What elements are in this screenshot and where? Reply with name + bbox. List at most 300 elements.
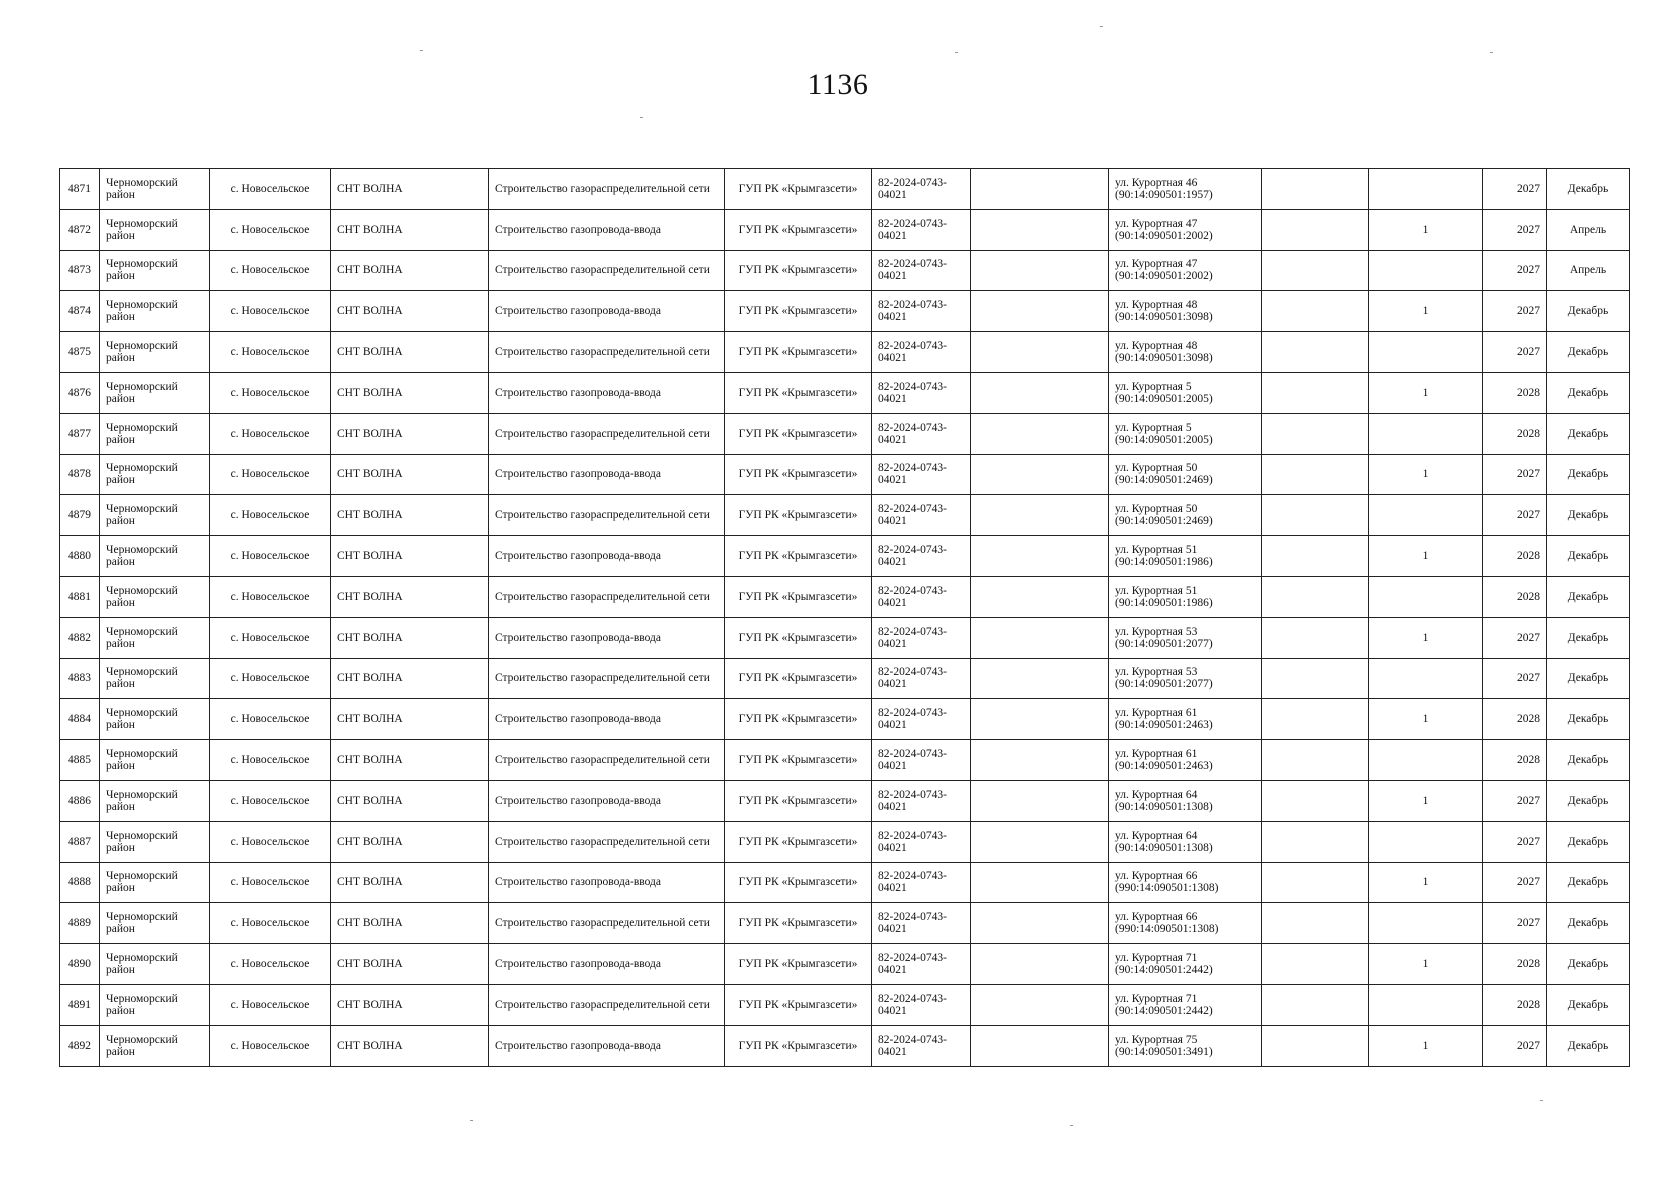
empty-cell [971,944,1109,985]
month-cell: Декабрь [1547,862,1630,903]
organization-cell: ГУП РК «Крымгазсети» [725,862,872,903]
organization-cell: ГУП РК «Крымгазсети» [725,1025,872,1066]
month-cell: Декабрь [1547,944,1630,985]
year-cell: 2027 [1483,169,1547,210]
year-cell: 2028 [1483,699,1547,740]
empty-cell [971,495,1109,536]
quantity-cell: 1 [1369,454,1483,495]
month-cell: Декабрь [1547,291,1630,332]
snt-cell: СНТ ВОЛНА [331,209,489,250]
work-type-cell: Строительство газопровода-ввода [489,536,725,577]
snt-cell: СНТ ВОЛНА [331,332,489,373]
request-code-cell: 82-2024-0743-04021 [872,903,971,944]
scan-speck [640,117,643,118]
quantity-cell: 1 [1369,862,1483,903]
quantity-cell: 1 [1369,1025,1483,1066]
year-cell: 2028 [1483,984,1547,1025]
table-row [60,984,1630,1025]
month-cell: Декабрь [1547,780,1630,821]
year-cell: 2027 [1483,332,1547,373]
quantity-cell [1369,821,1483,862]
work-type-cell: Строительство газораспределительной сети [489,984,725,1025]
snt-cell: СНТ ВОЛНА [331,984,489,1025]
snt-cell: СНТ ВОЛНА [331,372,489,413]
snt-cell: СНТ ВОЛНА [331,699,489,740]
organization-cell: ГУП РК «Крымгазсети» [725,944,872,985]
empty-cell [971,536,1109,577]
row-number: 4887 [60,821,100,862]
work-type-cell: Строительство газопровода-ввода [489,862,725,903]
organization-cell: ГУП РК «Крымгазсети» [725,536,872,577]
district-cell: Черноморский район [100,1025,210,1066]
row-number: 4872 [60,209,100,250]
row-number: 4886 [60,780,100,821]
work-type-cell: Строительство газораспределительной сети [489,332,725,373]
snt-cell: СНТ ВОЛНА [331,1025,489,1066]
empty-cell [1262,821,1369,862]
district-cell: Черноморский район [100,576,210,617]
snt-cell: СНТ ВОЛНА [331,169,489,210]
row-number: 4891 [60,984,100,1025]
address-cell: ул. Курортная 46 (90:14:090501:1957) [1109,169,1262,210]
snt-cell: СНТ ВОЛНА [331,291,489,332]
settlement-cell: с. Новосельское [210,209,331,250]
settlement-cell: с. Новосельское [210,454,331,495]
empty-cell [971,332,1109,373]
district-cell: Черноморский район [100,169,210,210]
district-cell: Черноморский район [100,903,210,944]
settlement-cell: с. Новосельское [210,740,331,781]
table-row [60,1025,1630,1066]
district-cell: Черноморский район [100,821,210,862]
work-type-cell: Строительство газораспределительной сети [489,740,725,781]
settlement-cell: с. Новосельское [210,413,331,454]
organization-cell: ГУП РК «Крымгазсети» [725,372,872,413]
address-cell: ул. Курортная 47 (90:14:090501:2002) [1109,209,1262,250]
year-cell: 2027 [1483,250,1547,291]
work-type-cell: Строительство газопровода-ввода [489,699,725,740]
address-cell: ул. Курортная 61 (90:14:090501:2463) [1109,699,1262,740]
month-cell: Апрель [1547,209,1630,250]
empty-cell [971,862,1109,903]
scan-speck [420,50,423,51]
empty-cell [971,454,1109,495]
work-type-cell: Строительство газопровода-ввода [489,209,725,250]
year-cell: 2028 [1483,536,1547,577]
district-cell: Черноморский район [100,780,210,821]
settlement-cell: с. Новосельское [210,780,331,821]
snt-cell: СНТ ВОЛНА [331,454,489,495]
year-cell: 2027 [1483,209,1547,250]
snt-cell: СНТ ВОЛНА [331,862,489,903]
table-row [60,332,1630,373]
address-cell: ул. Курортная 51 (90:14:090501:1986) [1109,576,1262,617]
district-cell: Черноморский район [100,454,210,495]
request-code-cell: 82-2024-0743-04021 [872,250,971,291]
row-number: 4876 [60,372,100,413]
row-number: 4877 [60,413,100,454]
quantity-cell [1369,250,1483,291]
empty-cell [1262,699,1369,740]
row-number: 4884 [60,699,100,740]
empty-cell [971,617,1109,658]
table-row [60,903,1630,944]
snt-cell: СНТ ВОЛНА [331,944,489,985]
settlement-cell: с. Новосельское [210,495,331,536]
organization-cell: ГУП РК «Крымгазсети» [725,169,872,210]
quantity-cell: 1 [1369,944,1483,985]
empty-cell [1262,576,1369,617]
scan-speck [1070,1125,1073,1126]
request-code-cell: 82-2024-0743-04021 [872,780,971,821]
address-cell: ул. Курортная 64 (90:14:090501:1308) [1109,821,1262,862]
organization-cell: ГУП РК «Крымгазсети» [725,495,872,536]
quantity-cell [1369,740,1483,781]
month-cell: Декабрь [1547,699,1630,740]
empty-cell [1262,903,1369,944]
year-cell: 2028 [1483,740,1547,781]
organization-cell: ГУП РК «Крымгазсети» [725,576,872,617]
organization-cell: ГУП РК «Крымгазсети» [725,454,872,495]
snt-cell: СНТ ВОЛНА [331,821,489,862]
organization-cell: ГУП РК «Крымгазсети» [725,250,872,291]
snt-cell: СНТ ВОЛНА [331,250,489,291]
organization-cell: ГУП РК «Крымгазсети» [725,903,872,944]
quantity-cell [1369,658,1483,699]
settlement-cell: с. Новосельское [210,1025,331,1066]
address-cell: ул. Курортная 71 (90:14:090501:2442) [1109,944,1262,985]
quantity-cell [1369,332,1483,373]
settlement-cell: с. Новосельское [210,372,331,413]
request-code-cell: 82-2024-0743-04021 [872,332,971,373]
work-type-cell: Строительство газопровода-ввода [489,1025,725,1066]
table-row [60,780,1630,821]
address-cell: ул. Курортная 5 (90:14:090501:2005) [1109,372,1262,413]
organization-cell: ГУП РК «Крымгазсети» [725,332,872,373]
row-number: 4892 [60,1025,100,1066]
empty-cell [1262,536,1369,577]
month-cell: Декабрь [1547,454,1630,495]
settlement-cell: с. Новосельское [210,862,331,903]
month-cell: Декабрь [1547,169,1630,210]
address-cell: ул. Курортная 47 (90:14:090501:2002) [1109,250,1262,291]
year-cell: 2028 [1483,413,1547,454]
request-code-cell: 82-2024-0743-04021 [872,1025,971,1066]
quantity-cell [1369,984,1483,1025]
organization-cell: ГУП РК «Крымгазсети» [725,740,872,781]
address-cell: ул. Курортная 66 (990:14:090501:1308) [1109,862,1262,903]
empty-cell [1262,740,1369,781]
quantity-cell: 1 [1369,699,1483,740]
request-code-cell: 82-2024-0743-04021 [872,372,971,413]
request-code-cell: 82-2024-0743-04021 [872,617,971,658]
month-cell: Декабрь [1547,821,1630,862]
organization-cell: ГУП РК «Крымгазсети» [725,658,872,699]
table-row [60,291,1630,332]
table-row [60,169,1630,210]
request-code-cell: 82-2024-0743-04021 [872,984,971,1025]
table-row [60,454,1630,495]
settlement-cell: с. Новосельское [210,536,331,577]
quantity-cell: 1 [1369,780,1483,821]
organization-cell: ГУП РК «Крымгазсети» [725,780,872,821]
work-type-cell: Строительство газопровода-ввода [489,372,725,413]
year-cell: 2027 [1483,862,1547,903]
row-number: 4880 [60,536,100,577]
quantity-cell: 1 [1369,209,1483,250]
district-cell: Черноморский район [100,413,210,454]
empty-cell [971,1025,1109,1066]
scan-speck [1100,26,1103,27]
month-cell: Декабрь [1547,536,1630,577]
empty-cell [1262,944,1369,985]
month-cell: Декабрь [1547,332,1630,373]
request-code-cell: 82-2024-0743-04021 [872,576,971,617]
district-cell: Черноморский район [100,332,210,373]
work-type-cell: Строительство газораспределительной сети [489,413,725,454]
row-number: 4879 [60,495,100,536]
work-type-cell: Строительство газораспределительной сети [489,250,725,291]
empty-cell [1262,372,1369,413]
organization-cell: ГУП РК «Крымгазсети» [725,821,872,862]
work-type-cell: Строительство газораспределительной сети [489,169,725,210]
snt-cell: СНТ ВОЛНА [331,617,489,658]
request-code-cell: 82-2024-0743-04021 [872,291,971,332]
empty-cell [971,984,1109,1025]
address-cell: ул. Курортная 5 (90:14:090501:2005) [1109,413,1262,454]
empty-cell [971,169,1109,210]
work-type-cell: Строительство газопровода-ввода [489,944,725,985]
settlement-cell: с. Новосельское [210,332,331,373]
month-cell: Декабрь [1547,617,1630,658]
scan-speck [955,52,958,53]
district-cell: Черноморский район [100,536,210,577]
district-cell: Черноморский район [100,740,210,781]
scan-speck [1490,52,1493,53]
empty-cell [971,740,1109,781]
settlement-cell: с. Новосельское [210,658,331,699]
quantity-cell [1369,413,1483,454]
organization-cell: ГУП РК «Крымгазсети» [725,209,872,250]
gasification-register-table [59,168,1630,1067]
table-row [60,699,1630,740]
row-number: 4883 [60,658,100,699]
address-cell: ул. Курортная 66 (990:14:090501:1308) [1109,903,1262,944]
request-code-cell: 82-2024-0743-04021 [872,413,971,454]
empty-cell [971,576,1109,617]
empty-cell [1262,169,1369,210]
address-cell: ул. Курортная 53 (90:14:090501:2077) [1109,617,1262,658]
address-cell: ул. Курортная 71 (90:14:090501:2442) [1109,984,1262,1025]
quantity-cell [1369,495,1483,536]
year-cell: 2027 [1483,821,1547,862]
empty-cell [1262,780,1369,821]
address-cell: ул. Курортная 50 (90:14:090501:2469) [1109,454,1262,495]
work-type-cell: Строительство газопровода-ввода [489,454,725,495]
district-cell: Черноморский район [100,699,210,740]
year-cell: 2027 [1483,454,1547,495]
address-cell: ул. Курортная 48 (90:14:090501:3098) [1109,291,1262,332]
month-cell: Декабрь [1547,495,1630,536]
register-body [60,169,1630,1067]
empty-cell [971,821,1109,862]
scan-speck [1540,1100,1543,1101]
request-code-cell: 82-2024-0743-04021 [872,454,971,495]
table-row [60,740,1630,781]
settlement-cell: с. Новосельское [210,250,331,291]
district-cell: Черноморский район [100,862,210,903]
empty-cell [1262,454,1369,495]
year-cell: 2027 [1483,658,1547,699]
table-row [60,413,1630,454]
address-cell: ул. Курортная 53 (90:14:090501:2077) [1109,658,1262,699]
month-cell: Декабрь [1547,658,1630,699]
request-code-cell: 82-2024-0743-04021 [872,862,971,903]
month-cell: Декабрь [1547,576,1630,617]
address-cell: ул. Курортная 64 (90:14:090501:1308) [1109,780,1262,821]
request-code-cell: 82-2024-0743-04021 [872,944,971,985]
snt-cell: СНТ ВОЛНА [331,536,489,577]
table-row [60,372,1630,413]
empty-cell [971,780,1109,821]
request-code-cell: 82-2024-0743-04021 [872,169,971,210]
work-type-cell: Строительство газопровода-ввода [489,291,725,332]
year-cell: 2028 [1483,372,1547,413]
empty-cell [1262,862,1369,903]
quantity-cell [1369,903,1483,944]
year-cell: 2027 [1483,495,1547,536]
settlement-cell: с. Новосельское [210,576,331,617]
row-number: 4890 [60,944,100,985]
month-cell: Декабрь [1547,1025,1630,1066]
snt-cell: СНТ ВОЛНА [331,903,489,944]
request-code-cell: 82-2024-0743-04021 [872,699,971,740]
request-code-cell: 82-2024-0743-04021 [872,658,971,699]
table-row [60,821,1630,862]
row-number: 4888 [60,862,100,903]
empty-cell [1262,291,1369,332]
table-row [60,944,1630,985]
district-cell: Черноморский район [100,209,210,250]
table-row [60,617,1630,658]
row-number: 4875 [60,332,100,373]
address-cell: ул. Курортная 75 (90:14:090501:3491) [1109,1025,1262,1066]
row-number: 4881 [60,576,100,617]
quantity-cell: 1 [1369,291,1483,332]
request-code-cell: 82-2024-0743-04021 [872,495,971,536]
organization-cell: ГУП РК «Крымгазсети» [725,291,872,332]
month-cell: Декабрь [1547,903,1630,944]
work-type-cell: Строительство газораспределительной сети [489,821,725,862]
snt-cell: СНТ ВОЛНА [331,413,489,454]
address-cell: ул. Курортная 48 (90:14:090501:3098) [1109,332,1262,373]
year-cell: 2027 [1483,1025,1547,1066]
settlement-cell: с. Новосельское [210,617,331,658]
district-cell: Черноморский район [100,291,210,332]
snt-cell: СНТ ВОЛНА [331,780,489,821]
row-number: 4885 [60,740,100,781]
organization-cell: ГУП РК «Крымгазсети» [725,984,872,1025]
address-cell: ул. Курортная 61 (90:14:090501:2463) [1109,740,1262,781]
district-cell: Черноморский район [100,944,210,985]
snt-cell: СНТ ВОЛНА [331,658,489,699]
row-number: 4889 [60,903,100,944]
empty-cell [971,372,1109,413]
row-number: 4878 [60,454,100,495]
empty-cell [971,903,1109,944]
settlement-cell: с. Новосельское [210,944,331,985]
quantity-cell [1369,576,1483,617]
empty-cell [1262,617,1369,658]
request-code-cell: 82-2024-0743-04021 [872,536,971,577]
address-cell: ул. Курортная 50 (90:14:090501:2469) [1109,495,1262,536]
work-type-cell: Строительство газопровода-ввода [489,780,725,821]
empty-cell [1262,209,1369,250]
page-number: 1136 [807,68,869,101]
organization-cell: ГУП РК «Крымгазсети» [725,413,872,454]
organization-cell: ГУП РК «Крымгазсети» [725,617,872,658]
empty-cell [971,658,1109,699]
month-cell: Декабрь [1547,372,1630,413]
work-type-cell: Строительство газораспределительной сети [489,495,725,536]
empty-cell [1262,1025,1369,1066]
year-cell: 2027 [1483,617,1547,658]
row-number: 4882 [60,617,100,658]
table-row [60,536,1630,577]
month-cell: Декабрь [1547,984,1630,1025]
row-number: 4873 [60,250,100,291]
settlement-cell: с. Новосельское [210,821,331,862]
scan-speck [470,1120,473,1121]
district-cell: Черноморский район [100,658,210,699]
district-cell: Черноморский район [100,617,210,658]
request-code-cell: 82-2024-0743-04021 [872,740,971,781]
snt-cell: СНТ ВОЛНА [331,576,489,617]
settlement-cell: с. Новосельское [210,291,331,332]
month-cell: Апрель [1547,250,1630,291]
empty-cell [971,209,1109,250]
year-cell: 2027 [1483,780,1547,821]
empty-cell [1262,250,1369,291]
empty-cell [971,413,1109,454]
district-cell: Черноморский район [100,984,210,1025]
empty-cell [971,699,1109,740]
district-cell: Черноморский район [100,495,210,536]
table-row [60,495,1630,536]
quantity-cell: 1 [1369,372,1483,413]
settlement-cell: с. Новосельское [210,699,331,740]
empty-cell [1262,984,1369,1025]
quantity-cell: 1 [1369,536,1483,577]
empty-cell [1262,413,1369,454]
district-cell: Черноморский район [100,250,210,291]
row-number: 4871 [60,169,100,210]
year-cell: 2028 [1483,576,1547,617]
snt-cell: СНТ ВОЛНА [331,740,489,781]
year-cell: 2028 [1483,944,1547,985]
request-code-cell: 82-2024-0743-04021 [872,821,971,862]
request-code-cell: 82-2024-0743-04021 [872,209,971,250]
settlement-cell: с. Новосельское [210,903,331,944]
work-type-cell: Строительство газораспределительной сети [489,903,725,944]
settlement-cell: с. Новосельское [210,984,331,1025]
table-row [60,862,1630,903]
organization-cell: ГУП РК «Крымгазсети» [725,699,872,740]
year-cell: 2027 [1483,903,1547,944]
settlement-cell: с. Новосельское [210,169,331,210]
month-cell: Декабрь [1547,413,1630,454]
row-number: 4874 [60,291,100,332]
